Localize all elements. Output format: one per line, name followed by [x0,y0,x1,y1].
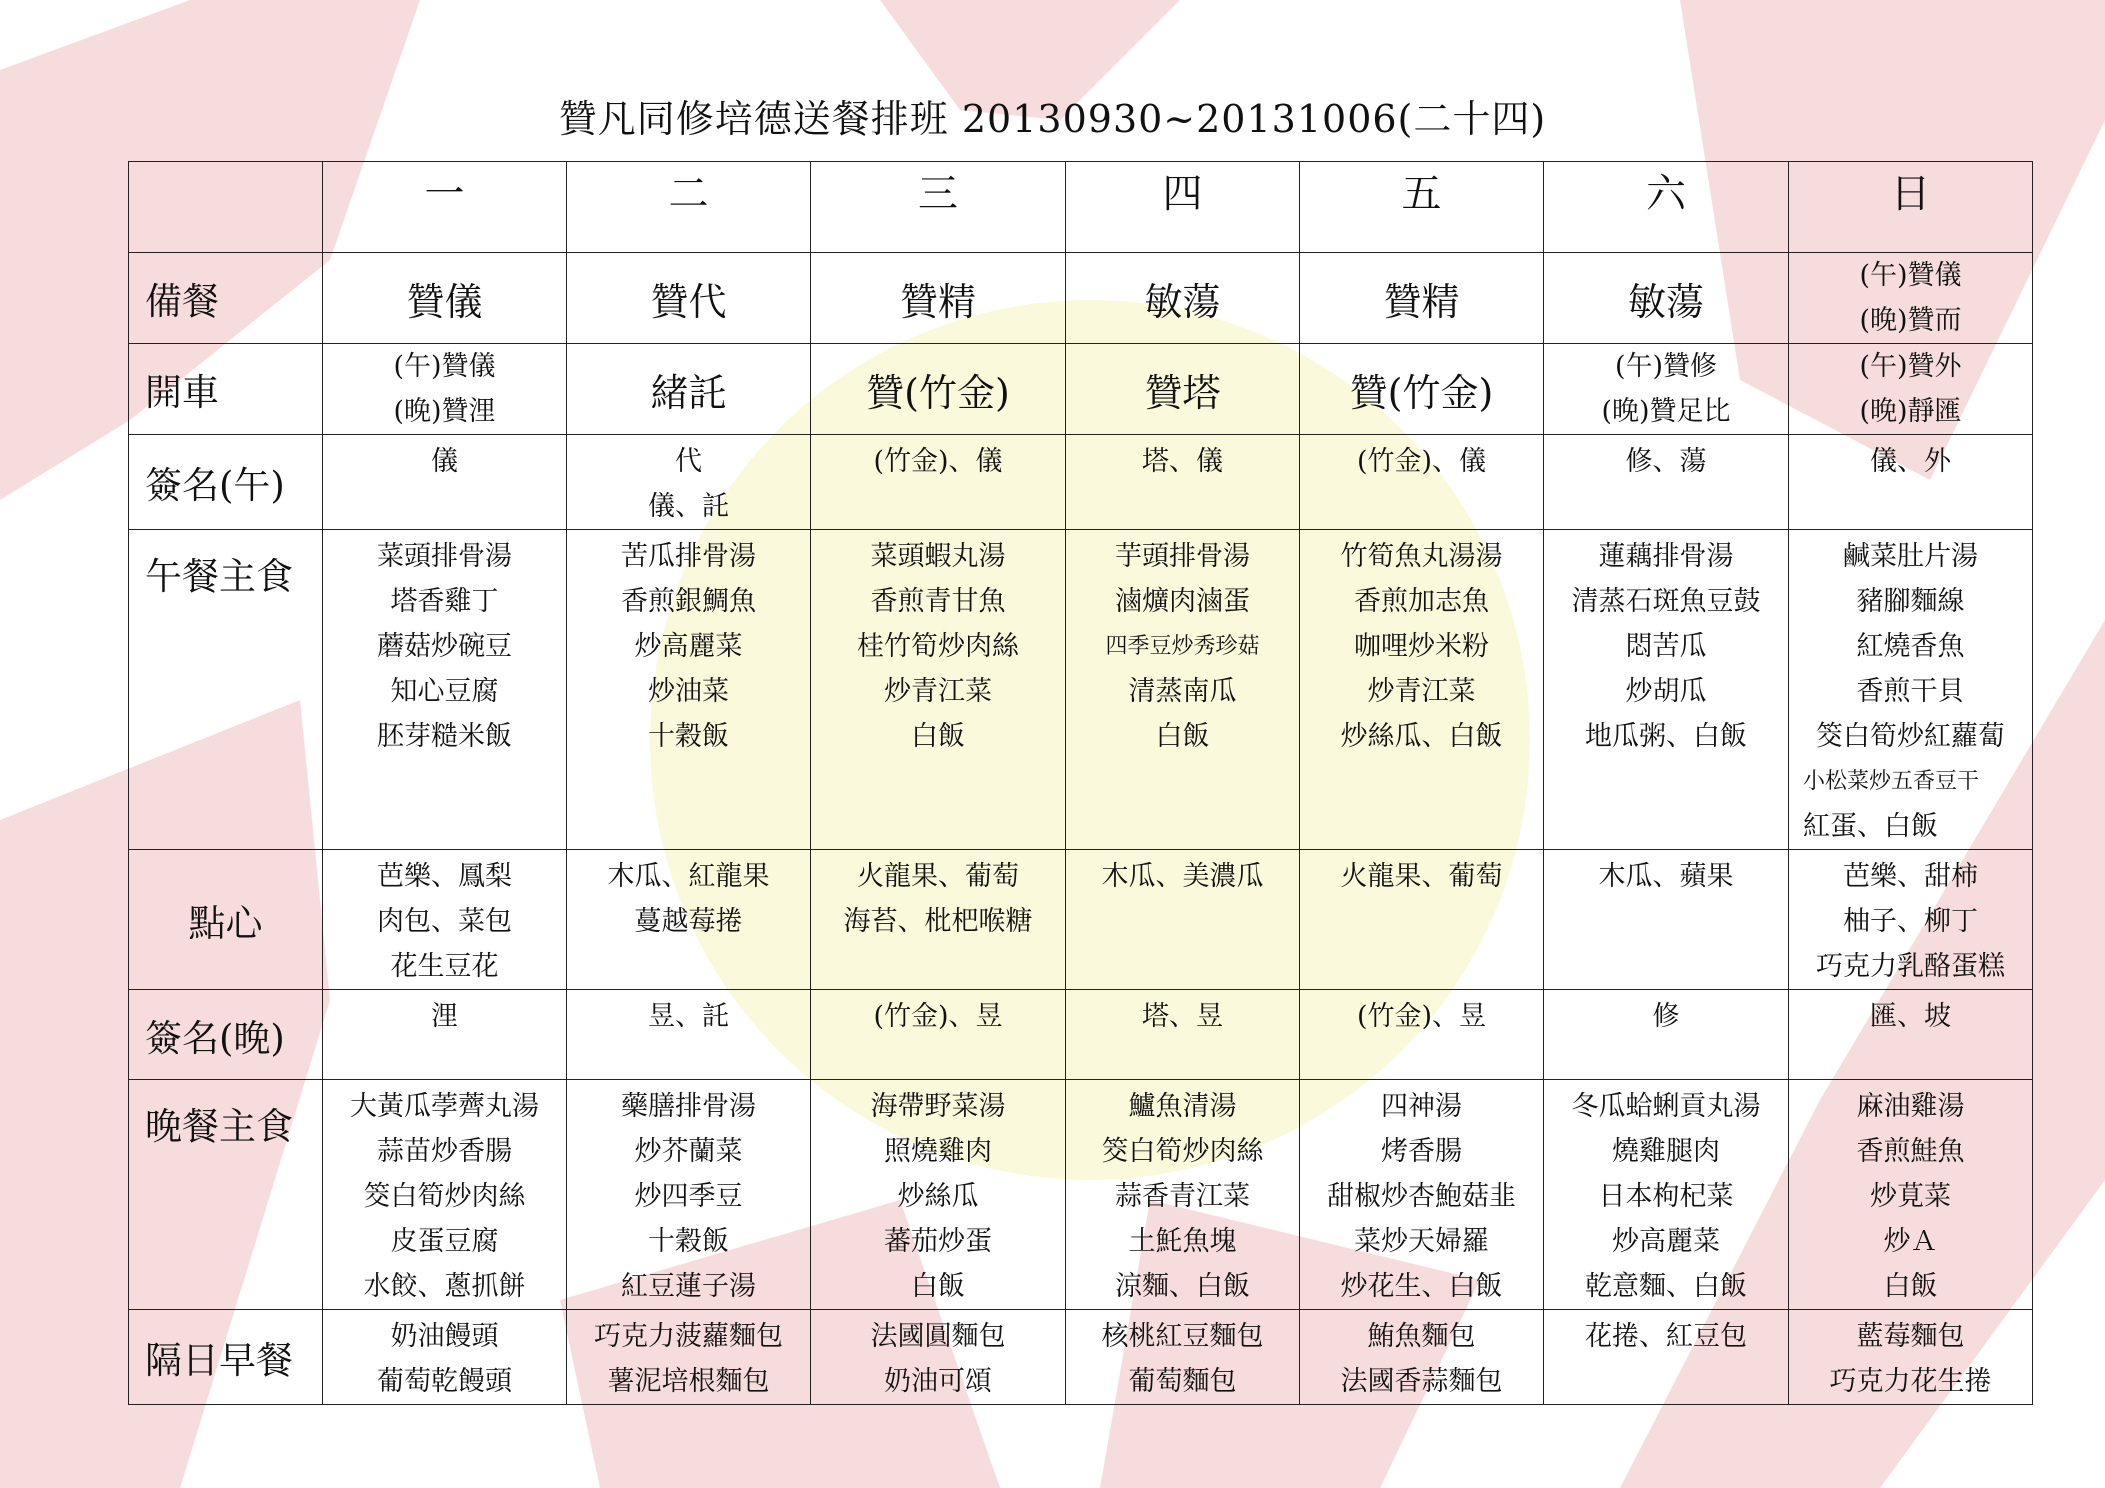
schedule-cell [323,1310,567,1405]
row-label: 開車 [129,344,323,435]
schedule-cell [567,990,811,1080]
cell-line: 清蒸南瓜 [1128,676,1237,707]
cell-line: 炒四季豆 [634,1181,743,1212]
schedule-table [128,161,2033,1405]
schedule-cell [811,344,1066,435]
schedule-cell [1066,1080,1300,1310]
cell-line: 炒高麗菜 [634,631,743,662]
cell-line: 四神湯 [1381,1091,1462,1122]
row-dinner [129,1080,2033,1310]
cell-line: 法國圓麵包 [870,1321,1006,1352]
schedule-cell [567,253,811,344]
schedule-cell [323,850,567,990]
schedule-cell [323,435,567,530]
schedule-cell [1300,850,1544,990]
schedule-cell [811,253,1066,344]
cell-line: 香煎加志魚 [1354,586,1489,617]
schedule-cell [323,344,567,435]
cell-line: 白飯 [1155,721,1210,752]
cell-line: (午)贊儀 [1859,260,1962,291]
schedule-cell [1066,530,1300,850]
cell-line: 蘑菇炒碗豆 [377,631,512,662]
cell-line: 胚芽糙米飯 [377,721,512,752]
cell-line: 海帶野菜湯 [870,1091,1006,1122]
cell-line: 紅蛋、白飯 [1803,811,1938,842]
schedule-cell [811,435,1066,530]
schedule-cell [1066,1310,1300,1405]
cell-line: 儀、託 [648,491,729,522]
day-header: 二 [567,162,811,253]
cell-line: 塔、昱 [1142,1001,1223,1032]
cell-line: 芭樂、鳳梨 [377,861,512,892]
cell-line: 塔香雞丁 [390,586,499,617]
row-prep [129,253,2033,344]
schedule-cell [1544,253,1789,344]
cell-line: 紅豆蓮子湯 [621,1271,756,1302]
cell-line: (午)贊儀 [393,351,496,382]
schedule-cell [1789,253,2033,344]
cell-line: 炒Ａ [1883,1226,1938,1257]
schedule-cell [1789,344,2033,435]
cell-line: 炒高麗菜 [1612,1226,1720,1257]
cell-line: 塔、儀 [1142,446,1223,477]
cell-line: 十穀飯 [648,721,729,752]
schedule-cell [1789,990,2033,1080]
cell-line: 贊代 [650,279,727,324]
cell-line: 花生豆花 [390,951,499,982]
cell-line: (晚)靜匯 [1859,396,1962,427]
cell-line: 菜頭排骨湯 [377,541,512,572]
cell-line: 海苔、枇杷喉糖 [843,906,1033,937]
schedule-cell [1066,344,1300,435]
day-header: 一 [323,162,567,253]
schedule-cell [1066,253,1300,344]
cell-line: (竹金)、儀 [873,446,1003,477]
cell-line: 香煎青甘魚 [870,586,1006,617]
cell-line: 麻油雞湯 [1856,1091,1965,1122]
cell-line: 烤香腸 [1381,1136,1462,1167]
schedule-cell [1789,1310,2033,1405]
cell-line: 敏蕩 [1627,279,1704,324]
cell-line: 贊儀 [406,279,483,324]
cell-line: 炒絲瓜 [897,1181,979,1212]
cell-line: 苦瓜排骨湯 [621,541,756,572]
day-header: 三 [811,162,1066,253]
cell-line: 藍莓麵包 [1856,1321,1965,1352]
cell-line: 緒託 [650,370,727,415]
schedule-cell [1544,435,1789,530]
cell-line: 皮蛋豆腐 [390,1226,499,1257]
cell-line: (午)贊修 [1614,351,1718,382]
cell-line: (晚)贊浬 [393,396,496,427]
row-label: 簽名(晚) [129,990,323,1080]
schedule-cell [567,530,811,850]
cell-line: 香煎銀鯛魚 [621,586,756,617]
cell-line: 照燒雞肉 [884,1136,992,1167]
schedule-cell [323,530,567,850]
cell-line: 咖哩炒米粉 [1354,631,1489,662]
cell-line: 贊(竹金) [1349,370,1494,415]
schedule-cell [567,850,811,990]
cell-line: 贊(竹金) [866,370,1010,415]
cell-line: (晚)贊而 [1859,305,1962,336]
cell-line: 肉包、菜包 [377,906,512,937]
cell-line: (午)贊外 [1859,351,1962,382]
cell-line: 葡萄麵包 [1128,1366,1237,1397]
row-label: 晚餐主食 [129,1080,323,1310]
page-title: 贊凡同修培德送餐排班 20130930~20131006(二十四) [558,97,1547,141]
cell-line: 薯泥培根麵包 [607,1366,770,1397]
schedule-cell [1544,344,1789,435]
cell-line: 蒜香青江菜 [1115,1181,1250,1212]
cell-line: 十穀飯 [648,1226,729,1257]
cell-line: 炒胡瓜 [1625,676,1707,707]
cell-line: 蔓越莓捲 [634,906,743,937]
cell-line: 日本枸杞菜 [1598,1181,1734,1212]
cell-line: 蕃茄炒蛋 [884,1226,992,1257]
cell-line: 地瓜粥、白飯 [1585,721,1747,752]
cell-line: 炒芥蘭菜 [634,1136,743,1167]
cell-line: 滷爌肉滷蛋 [1115,586,1250,617]
schedule-cell [1544,1080,1789,1310]
schedule-cell [811,850,1066,990]
cell-line: 燒雞腿肉 [1612,1136,1720,1167]
schedule-cell [323,1080,567,1310]
cell-line: 大黃瓜荸薺丸湯 [350,1091,539,1122]
schedule-cell [1300,1080,1544,1310]
schedule-cell [1789,850,2033,990]
row-breakfast [129,1310,2033,1405]
cell-line: 菜頭蝦丸湯 [870,541,1006,572]
corner-cell [129,162,323,253]
schedule-cell [1300,1310,1544,1405]
cell-line: 木瓜、蘋果 [1598,861,1734,892]
schedule-cell [811,1080,1066,1310]
cell-line: 筊白筍炒肉絲 [1101,1136,1264,1167]
schedule-cell [1066,435,1300,530]
schedule-cell [811,1310,1066,1405]
cell-line: 菜炒天婦羅 [1354,1226,1489,1257]
cell-line: 贊精 [899,279,976,324]
cell-line: 清蒸石斑魚豆鼓 [1571,586,1761,617]
cell-line: 蓮藕排骨湯 [1598,541,1734,572]
cell-line: 竹筍魚丸湯湯 [1340,541,1503,572]
cell-line: 小松菜炒五香豆干 [1803,769,1980,794]
schedule-cell [1300,435,1544,530]
cell-line: 香煎干貝 [1856,676,1965,707]
cell-line: 匯、坡 [1870,1001,1951,1032]
row-lunch [129,530,2033,850]
schedule-cell [1300,253,1544,344]
cell-line: 火龍果、葡萄 [857,861,1019,892]
cell-line: 白飯 [911,721,965,752]
cell-line: 花捲、紅豆包 [1585,1321,1747,1352]
cell-line: 核桃紅豆麵包 [1101,1321,1264,1352]
row-driver [129,344,2033,435]
cell-line: 贊精 [1383,279,1460,324]
cell-line: 儀、外 [1870,446,1951,477]
row-label: 簽名(午) [129,435,323,530]
cell-line: 奶油可頌 [884,1366,992,1397]
schedule-cell [567,344,811,435]
row-label: 點心 [129,850,323,990]
cell-line: (晚)贊足比 [1601,396,1731,427]
cell-line: 紅燒香魚 [1856,631,1965,662]
schedule-cell [811,530,1066,850]
schedule-cell [1789,1080,2033,1310]
cell-line: 悶苦瓜 [1625,631,1707,662]
cell-line: 知心豆腐 [390,676,499,707]
row-label: 午餐主食 [129,530,323,850]
schedule-cell [1544,850,1789,990]
cell-line: 巧克力花生捲 [1829,1366,1992,1397]
cell-line: 木瓜、美濃瓜 [1101,861,1264,892]
row-sign-dinner [129,990,2033,1080]
cell-line: 香煎鮭魚 [1856,1136,1965,1167]
day-header: 日 [1789,162,2033,253]
cell-line: 木瓜、紅龍果 [607,861,770,892]
cell-line: 蒜苗炒香腸 [377,1136,512,1167]
cell-line: 葡萄乾饅頭 [377,1366,512,1397]
day-header: 六 [1544,162,1789,253]
cell-line: 筊白筍炒肉絲 [363,1181,526,1212]
schedule-cell [567,1080,811,1310]
cell-line: (竹金)、昱 [1356,1001,1487,1032]
cell-line: 筊白筍炒紅蘿蔔 [1816,721,2005,752]
cell-line: 冬瓜蛤蜊貢丸湯 [1571,1091,1761,1122]
row-label: 隔日早餐 [129,1310,323,1405]
cell-line: 炒油菜 [648,676,729,707]
header-row [129,162,2033,253]
cell-line: 昱、託 [648,1001,729,1032]
cell-line: 修 [1652,1001,1680,1032]
cell-line: 浬 [431,1001,458,1032]
schedule-cell [1544,990,1789,1080]
day-header: 四 [1066,162,1300,253]
cell-line: 奶油饅頭 [390,1321,499,1352]
day-header: 五 [1300,162,1544,253]
cell-line: 巧克力菠蘿麵包 [594,1321,783,1352]
cell-line: 藥膳排骨湯 [621,1091,756,1122]
row-sign-lunch [129,435,2033,530]
cell-line: 炒青江菜 [884,676,992,707]
row-label: 備餐 [129,253,323,344]
schedule-cell [1300,990,1544,1080]
cell-line: 敏蕩 [1144,279,1221,324]
schedule-cell [1300,530,1544,850]
cell-line: 炒絲瓜、白飯 [1340,721,1503,752]
schedule-cell [323,990,567,1080]
schedule-cell [323,253,567,344]
schedule-cell [1789,435,2033,530]
cell-line: 代 [675,446,702,477]
cell-line: 修、蕩 [1625,446,1707,477]
cell-line: 儀 [431,446,458,477]
cell-line: 白飯 [1883,1271,1938,1302]
schedule-cell [1789,530,2033,850]
schedule-cell [567,1310,811,1405]
cell-line: 巧克力乳酪蛋糕 [1816,951,2005,982]
cell-line: 涼麵、白飯 [1115,1271,1250,1302]
cell-line: 火龍果、葡萄 [1340,861,1503,892]
cell-line: 炒花生、白飯 [1340,1271,1503,1302]
cell-line: 水餃、蔥抓餅 [363,1271,526,1302]
cell-line: 豬腳麵線 [1856,586,1965,617]
cell-line: 甜椒炒杏鮑菇韭 [1327,1181,1516,1212]
schedule-cell [1066,850,1300,990]
cell-line: 土魠魚塊 [1128,1226,1237,1257]
cell-line: 贊塔 [1144,370,1221,415]
cell-line: 乾意麵、白飯 [1585,1271,1747,1302]
cell-line: 法國香蒜麵包 [1340,1366,1503,1397]
row-snack [129,850,2033,990]
schedule-cell [1066,990,1300,1080]
cell-line: (竹金)、昱 [873,1001,1003,1032]
schedule-cell [1544,530,1789,850]
cell-line: 鮪魚麵包 [1367,1321,1476,1352]
cell-line: 炒青江菜 [1367,676,1476,707]
cell-line: 炒莧菜 [1870,1181,1951,1212]
schedule-cell [1544,1310,1789,1405]
schedule-cell [567,435,811,530]
cell-line: 鹹菜肚片湯 [1843,541,1978,572]
cell-line: 柚子、柳丁 [1843,906,1978,937]
cell-line: 四季豆炒秀珍菇 [1105,634,1260,659]
cell-line: (竹金)、儀 [1356,446,1487,477]
cell-line: 桂竹筍炒肉絲 [857,631,1019,662]
cell-line: 芋頭排骨湯 [1115,541,1250,572]
schedule-cell [1300,344,1544,435]
cell-line: 鱸魚清湯 [1128,1091,1237,1122]
cell-line: 白飯 [911,1271,965,1302]
cell-line: 芭樂、甜柿 [1843,861,1978,892]
schedule-cell [811,990,1066,1080]
